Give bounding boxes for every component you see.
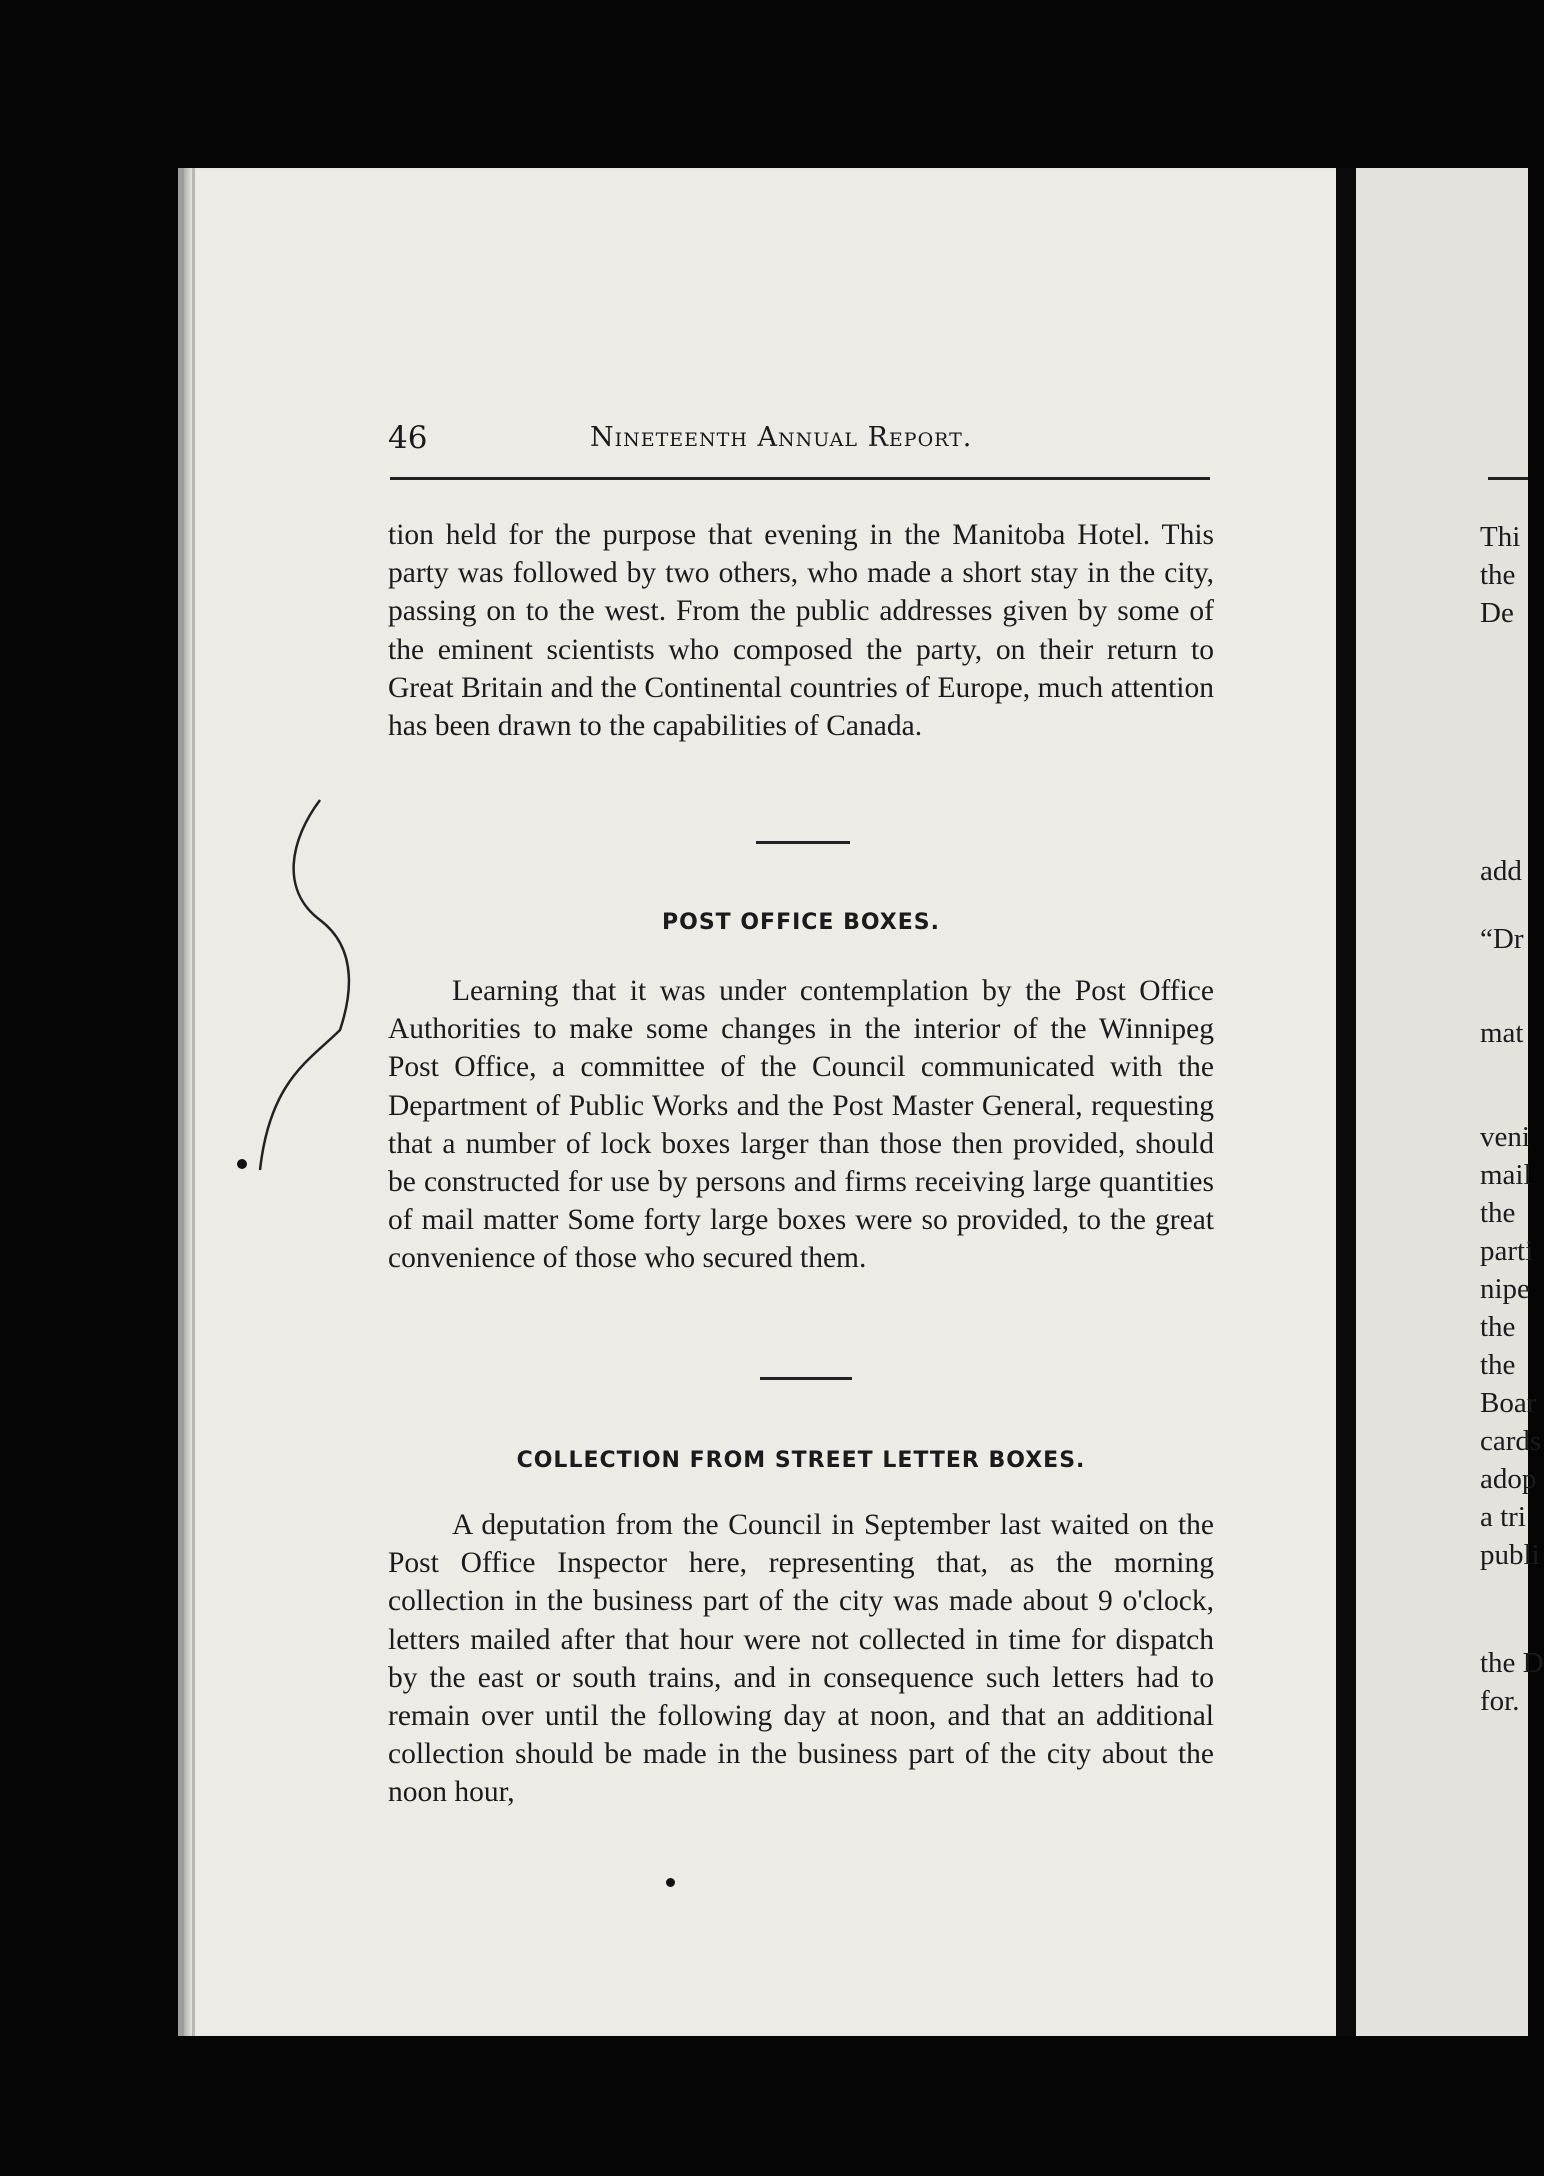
ink-speck bbox=[666, 1878, 675, 1887]
facing-page-fragment: the D bbox=[1480, 1647, 1544, 1679]
facing-page-fragment: the bbox=[1480, 1311, 1516, 1343]
facing-page-fragment: publi bbox=[1480, 1539, 1540, 1571]
facing-page-fragment: De bbox=[1480, 597, 1514, 629]
running-head bbox=[388, 416, 1214, 466]
facing-page-fragment: parti bbox=[1480, 1235, 1534, 1267]
facing-page-fragment: nipe bbox=[1480, 1273, 1530, 1305]
section-divider bbox=[756, 841, 850, 844]
facing-page-fragment: add bbox=[1480, 855, 1522, 887]
facing-page-fragment: mat bbox=[1480, 1017, 1524, 1049]
facing-page-fragment: the bbox=[1480, 1197, 1516, 1229]
facing-page-rule bbox=[1488, 477, 1528, 480]
page-number: 46 bbox=[388, 420, 428, 456]
paragraph-street-letter-boxes: A deputation from the Council in September last waited on the Post Office Inspector here, representing that, as the morning collection in the business part of the city was made about 9 o'clock, letters mailed after that hour were not collected in time for dispatch by the east or south trains, and in consequence such letters had to remain over until the following day at noon, and that an additional collection should be made in the business part of the city about the noon hour, bbox=[388, 1509, 1214, 1809]
book-gutter bbox=[1336, 168, 1356, 2036]
facing-page-fragment: a tri bbox=[1480, 1501, 1526, 1533]
paragraph-post-office-boxes: Learning that it was under contemplation by the Post Office Authorities to make some changes in the interior of the Winnipeg Post Office, a committee of the Council communicated with the Department of Public Works and the Post Master General, requesting that a number of lock boxes larger than those then provided, should be constructed for use by persons and firms receiving large quantities of mail matter Some forty large boxes were so provided, to the great convenience of those who secured them. bbox=[388, 975, 1214, 1275]
heading-street-letter-boxes: COLLECTION FROM STREET LETTER BOXES. bbox=[516, 1448, 1086, 1473]
facing-page-fragment: cards bbox=[1480, 1425, 1542, 1457]
facing-page-fragment: the bbox=[1480, 559, 1516, 591]
section-divider bbox=[760, 1377, 852, 1380]
facing-page-fragment: for. bbox=[1480, 1685, 1520, 1717]
facing-page-fragment: adop bbox=[1480, 1463, 1537, 1495]
facing-page-fragment: mail bbox=[1480, 1159, 1532, 1191]
right-page-edge bbox=[1356, 168, 1528, 2036]
report-title: Nineteenth Annual Report. bbox=[590, 422, 973, 453]
facing-page-fragment: veni bbox=[1480, 1121, 1530, 1153]
facing-page-fragment: Thi bbox=[1480, 521, 1521, 553]
header-rule bbox=[390, 477, 1210, 480]
handwritten-bracket-mark bbox=[230, 800, 410, 1180]
facing-page-fragment: Boar bbox=[1480, 1387, 1537, 1419]
heading-post-office-boxes: POST OFFICE BOXES. bbox=[662, 910, 940, 935]
paragraph-intro: tion held for the purpose that evening in the Manitoba Hotel. This party was followed by two others, who made a short stay in the city, passing on to the west. From the public addresses given by some of the eminent scientists who composed the party, on their return to Great Britain and the Continental countries of Europe, much attention has been drawn to the capabilities of Canada. bbox=[388, 519, 1214, 743]
facing-page-fragment: “Dr bbox=[1480, 923, 1524, 955]
facing-page-fragment: the bbox=[1480, 1349, 1516, 1381]
